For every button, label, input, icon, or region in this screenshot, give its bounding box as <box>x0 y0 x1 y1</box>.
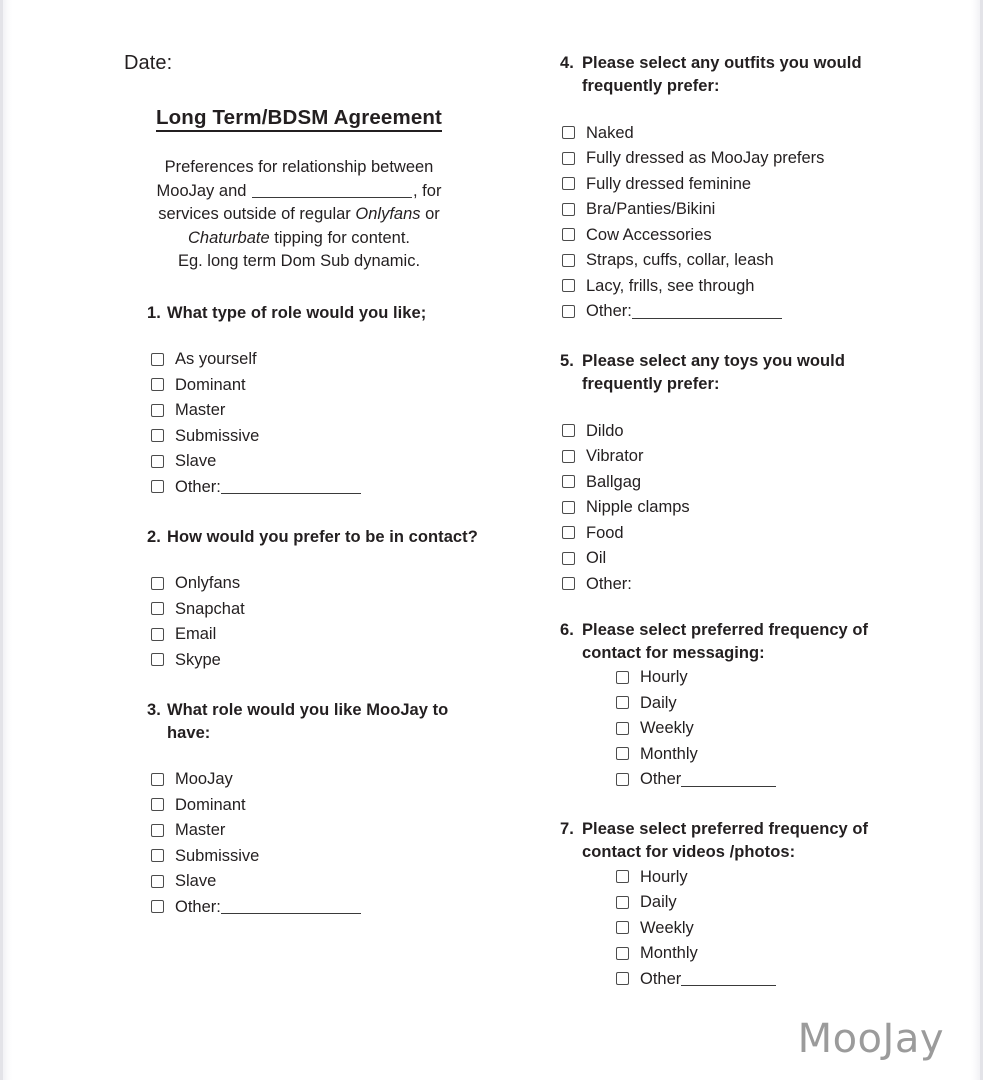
question-6-number: 6. <box>560 620 574 639</box>
checkbox-icon[interactable] <box>562 475 575 488</box>
option-label: Ballgag <box>586 472 642 491</box>
option-label: Other: <box>586 574 632 593</box>
option-bra-panties-bikini[interactable] <box>562 197 929 223</box>
checkbox-icon[interactable] <box>562 552 575 565</box>
right-column <box>554 52 929 992</box>
question-2-text: How would you prefer to be in contact? <box>167 527 478 546</box>
option-label: Onlyfans <box>175 574 241 593</box>
question-4-text: Please select any outfits you would frequently prefer: <box>582 54 862 95</box>
checkbox-icon[interactable] <box>151 875 164 888</box>
intro-line-4-suffix: tipping for content. <box>274 228 410 247</box>
option-label: Fully dressed as MooJay prefers <box>586 149 825 168</box>
option-nipple-clamps[interactable] <box>562 495 929 521</box>
question-3-heading <box>141 699 479 745</box>
option-dominant[interactable] <box>151 792 479 818</box>
checkbox-icon[interactable] <box>616 696 629 709</box>
option-other[interactable] <box>151 474 479 500</box>
question-1-number: 1. <box>147 303 161 322</box>
question-1-heading <box>141 302 479 325</box>
question-6-options <box>616 665 929 793</box>
option-dildo[interactable] <box>562 418 929 444</box>
option-other[interactable] <box>616 966 929 992</box>
option-naked[interactable] <box>562 120 929 146</box>
checkbox-icon[interactable] <box>562 254 575 267</box>
checkbox-icon[interactable] <box>151 577 164 590</box>
option-submissive[interactable] <box>151 423 479 449</box>
option-hourly[interactable] <box>616 864 929 890</box>
checkbox-icon[interactable] <box>616 747 629 760</box>
question-2-number: 2. <box>147 527 161 546</box>
option-monthly[interactable] <box>616 741 929 767</box>
option-label: Skype <box>175 650 221 669</box>
intro-line-2-prefix: MooJay and <box>156 181 247 200</box>
option-label: Other <box>640 770 682 789</box>
option-straps-cuffs-collar-leash[interactable] <box>562 248 929 274</box>
checkbox-icon[interactable] <box>151 480 164 493</box>
checkbox-icon[interactable] <box>151 900 164 913</box>
checkbox-icon[interactable] <box>562 305 575 318</box>
option-weekly[interactable] <box>616 915 929 941</box>
option-label: Dominant <box>175 375 246 394</box>
option-skype[interactable] <box>151 647 479 673</box>
question-6-heading <box>554 619 929 665</box>
checkbox-icon[interactable] <box>616 921 629 934</box>
question-4-heading <box>554 52 929 98</box>
checkbox-icon[interactable] <box>151 429 164 442</box>
option-label: As yourself <box>175 350 257 369</box>
question-2-options <box>151 571 479 673</box>
option-weekly[interactable] <box>616 716 929 742</box>
checkbox-icon[interactable] <box>562 177 575 190</box>
option-label: Submissive <box>175 846 260 865</box>
option-label: Oil <box>586 549 607 568</box>
option-other[interactable] <box>616 767 929 793</box>
checkbox-icon[interactable] <box>151 353 164 366</box>
option-moojay[interactable] <box>151 767 479 793</box>
date-label: Date: <box>124 52 173 74</box>
option-label: Monthly <box>640 944 698 963</box>
option-label: Straps, cuffs, collar, leash <box>586 251 774 270</box>
question-5-text: Please select any toys you would frequently prefer: <box>582 352 845 393</box>
option-email[interactable] <box>151 622 479 648</box>
intro-line-2-suffix: , for <box>413 181 442 200</box>
option-food[interactable] <box>562 520 929 546</box>
option-label: Bra/Panties/Bikini <box>586 200 716 219</box>
option-snapchat[interactable] <box>151 596 479 622</box>
checkbox-icon[interactable] <box>151 628 164 641</box>
moojay-watermark: MooJay <box>797 1016 944 1062</box>
option-label: Slave <box>175 452 217 471</box>
checkbox-icon[interactable] <box>562 203 575 216</box>
option-slave[interactable] <box>151 449 479 475</box>
option-label: Snapchat <box>175 599 245 618</box>
option-as-yourself[interactable] <box>151 347 479 373</box>
checkbox-icon[interactable] <box>562 526 575 539</box>
option-cow-accessories[interactable] <box>562 222 929 248</box>
question-2-heading <box>141 526 479 549</box>
question-7-text: Please select preferred frequency of contact for videos /photos: <box>582 820 869 861</box>
checkbox-icon[interactable] <box>562 424 575 437</box>
option-fully-dressed-feminine[interactable] <box>562 171 929 197</box>
checkbox-icon[interactable] <box>562 577 575 590</box>
option-label: Dominant <box>175 795 246 814</box>
other-write-in-blank[interactable] <box>681 972 776 986</box>
intro-line-3-suffix: or <box>425 205 440 223</box>
question-1-text: What type of role would you like; <box>167 303 427 322</box>
question-7-heading <box>554 818 929 864</box>
option-label: Slave <box>175 872 217 891</box>
page-title-text: Long Term/BDSM Agreement <box>156 106 442 132</box>
option-label: Fully dressed feminine <box>586 174 752 193</box>
option-label: Weekly <box>640 719 694 738</box>
question-3-options <box>151 767 479 920</box>
intro-line-1: Preferences for relationship between <box>164 158 434 176</box>
option-master[interactable] <box>151 398 479 424</box>
checkbox-icon[interactable] <box>151 455 164 468</box>
question-7-options <box>616 864 929 992</box>
question-7-number: 7. <box>560 820 574 838</box>
question-3-number: 3. <box>147 700 161 719</box>
option-ballgag[interactable] <box>562 469 929 495</box>
option-label: Naked <box>586 123 634 142</box>
option-label: Dildo <box>586 421 624 440</box>
option-label: Hourly <box>640 867 688 886</box>
checkbox-icon[interactable] <box>616 947 629 960</box>
checkbox-icon[interactable] <box>616 972 629 985</box>
option-submissive[interactable] <box>151 843 479 869</box>
other-write-in-blank[interactable] <box>632 305 782 319</box>
option-label: Nipple clamps <box>586 498 690 517</box>
option-daily[interactable] <box>616 690 929 716</box>
checkbox-icon[interactable] <box>151 602 164 615</box>
option-label: Daily <box>640 693 677 712</box>
question-3-text: What role would you like MooJay to have: <box>167 700 449 742</box>
checkbox-icon[interactable] <box>616 773 629 786</box>
question-1-options <box>151 347 479 500</box>
option-label: MooJay <box>175 770 233 789</box>
option-vibrator[interactable] <box>562 444 929 470</box>
option-other[interactable] <box>562 571 929 597</box>
checkbox-icon[interactable] <box>151 773 164 786</box>
checkbox-icon[interactable] <box>562 279 575 292</box>
checkbox-icon[interactable] <box>562 228 575 241</box>
checkbox-icon[interactable] <box>616 671 629 684</box>
option-other[interactable] <box>562 299 929 325</box>
option-label: Other: <box>175 897 221 916</box>
option-label: Weekly <box>640 918 694 937</box>
option-label: Lacy, frills, see through <box>586 276 755 295</box>
checkbox-icon[interactable] <box>616 896 629 909</box>
option-daily[interactable] <box>616 890 929 916</box>
checkbox-icon[interactable] <box>151 849 164 862</box>
question-5-heading <box>554 350 929 396</box>
intro-line-5: Eg. long term Dom Sub dynamic. <box>177 252 421 270</box>
option-label: Hourly <box>640 668 688 687</box>
question-5-options <box>562 418 929 597</box>
other-write-in-blank[interactable] <box>221 900 361 914</box>
checkbox-icon[interactable] <box>151 824 164 837</box>
intro-chaturbate-italic: Chaturbate <box>188 228 270 247</box>
option-label: Cow Accessories <box>586 225 712 244</box>
checkbox-icon[interactable] <box>151 798 164 811</box>
option-monthly[interactable] <box>616 941 929 967</box>
question-5-number: 5. <box>560 352 574 370</box>
checkbox-icon[interactable] <box>616 870 629 883</box>
option-label: Vibrator <box>586 447 644 466</box>
option-label: Other: <box>175 477 221 496</box>
option-label: Daily <box>640 893 677 912</box>
checkbox-icon[interactable] <box>151 404 164 417</box>
checkbox-icon[interactable] <box>151 378 164 391</box>
checkbox-icon[interactable] <box>562 152 575 165</box>
left-column <box>119 52 479 920</box>
checkbox-icon[interactable] <box>616 722 629 735</box>
intro-onlyfans-italic: Onlyfans <box>355 205 421 223</box>
option-label: Other: <box>586 302 632 321</box>
intro-paragraph <box>119 156 479 274</box>
option-master[interactable] <box>151 818 479 844</box>
option-label: Master <box>175 821 226 840</box>
option-label: Monthly <box>640 744 698 763</box>
option-lacy-frills-see-through[interactable] <box>562 273 929 299</box>
checkbox-icon[interactable] <box>562 501 575 514</box>
question-4-number: 4. <box>560 54 574 72</box>
option-label: Food <box>586 523 624 542</box>
intro-line-3-prefix: services outside of regular <box>158 205 351 223</box>
checkbox-icon[interactable] <box>562 126 575 139</box>
option-label: Other <box>640 969 682 988</box>
option-label: Email <box>175 625 217 644</box>
checkbox-icon[interactable] <box>562 450 575 463</box>
option-hourly[interactable] <box>616 665 929 691</box>
question-6-text: Please select preferred frequency of contact for messaging: <box>582 620 869 662</box>
option-label: Master <box>175 401 226 420</box>
option-fully-dressed-as-moojay-prefers[interactable] <box>562 146 929 172</box>
option-other[interactable] <box>151 894 479 920</box>
option-oil[interactable] <box>562 546 929 572</box>
checkbox-icon[interactable] <box>151 653 164 666</box>
other-write-in-blank[interactable] <box>681 773 776 787</box>
question-4-options <box>562 120 929 324</box>
option-onlyfans[interactable] <box>151 571 479 597</box>
option-dominant[interactable] <box>151 372 479 398</box>
page-title <box>119 106 479 130</box>
partner-name-blank[interactable] <box>252 182 412 198</box>
option-label: Submissive <box>175 426 260 445</box>
option-slave[interactable] <box>151 869 479 895</box>
other-write-in-blank[interactable] <box>221 480 361 494</box>
